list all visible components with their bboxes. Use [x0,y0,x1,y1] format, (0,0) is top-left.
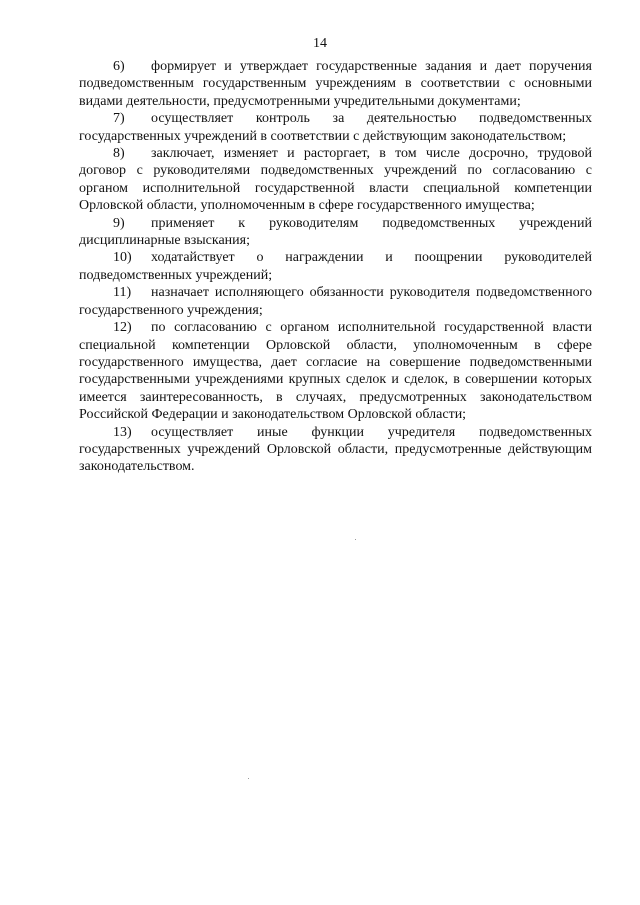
item-text: осуществляет контроль за деятельностью подведомственных государственных учреждений в соответствии с действующим законодательством; [79,111,592,144]
item-text: ходатайствует о награждении и поощрении руководителей подведомственных учреждений; [79,250,592,283]
item-text: осуществляет иные функции учредителя подведомственных государственных учреждений Орловской области, предусмотренные действующим законодательством. [79,424,592,475]
list-item [79,145,592,215]
list-item [79,319,592,423]
list-item [79,110,592,145]
item-number: 8) [113,146,125,162]
list-item [79,424,592,476]
item-number: 10) [113,250,132,266]
page-number: 14 [313,36,327,51]
list-item [79,284,592,319]
item-text: назначает исполняющего обязанности руководителя подведомственного государственного учреждения; [79,285,592,318]
item-text: по согласованию с органом исполнительной государственной власти специальной компетенции Орловской области, уполномоченным в сфере государственного имущества, дает согласие на совершение подведомственными государственными учреждениями крупных сделок и сделок, в совершении которых имеется заинтересованность, в случаях, предусмотренных законодательством Российской Федерации и законодательством Орловской области; [79,320,592,423]
item-number: 12) [113,320,132,336]
item-number: 9) [113,215,125,231]
item-number: 7) [113,111,125,127]
item-text: заключает, изменяет и расторгает, в том числе досрочно, трудовой договор с руководителями подведомственных учреждений по согласованию с органом исполнительной государственной власти специальной компетенции Орловской области, уполномоченным в сфере государственного имущества; [79,146,592,214]
list-item [79,215,592,250]
list-item [79,249,592,284]
list-item [79,58,592,110]
item-text: применяет к руководителям подведомственных учреждений дисциплинарные взыскания; [79,215,592,249]
item-number: 11) [113,285,132,301]
document-body [79,58,592,476]
scan-speck [355,539,356,540]
item-number: 13) [113,424,132,440]
scan-speck [248,778,249,779]
item-number: 6) [113,59,125,74]
item-text: формирует и утверждает государственные задания и дает поручения подведомственным государственным учреждениям в соответствии с основными видами деятельности, предусмотренными учредительными документами; [79,59,592,109]
